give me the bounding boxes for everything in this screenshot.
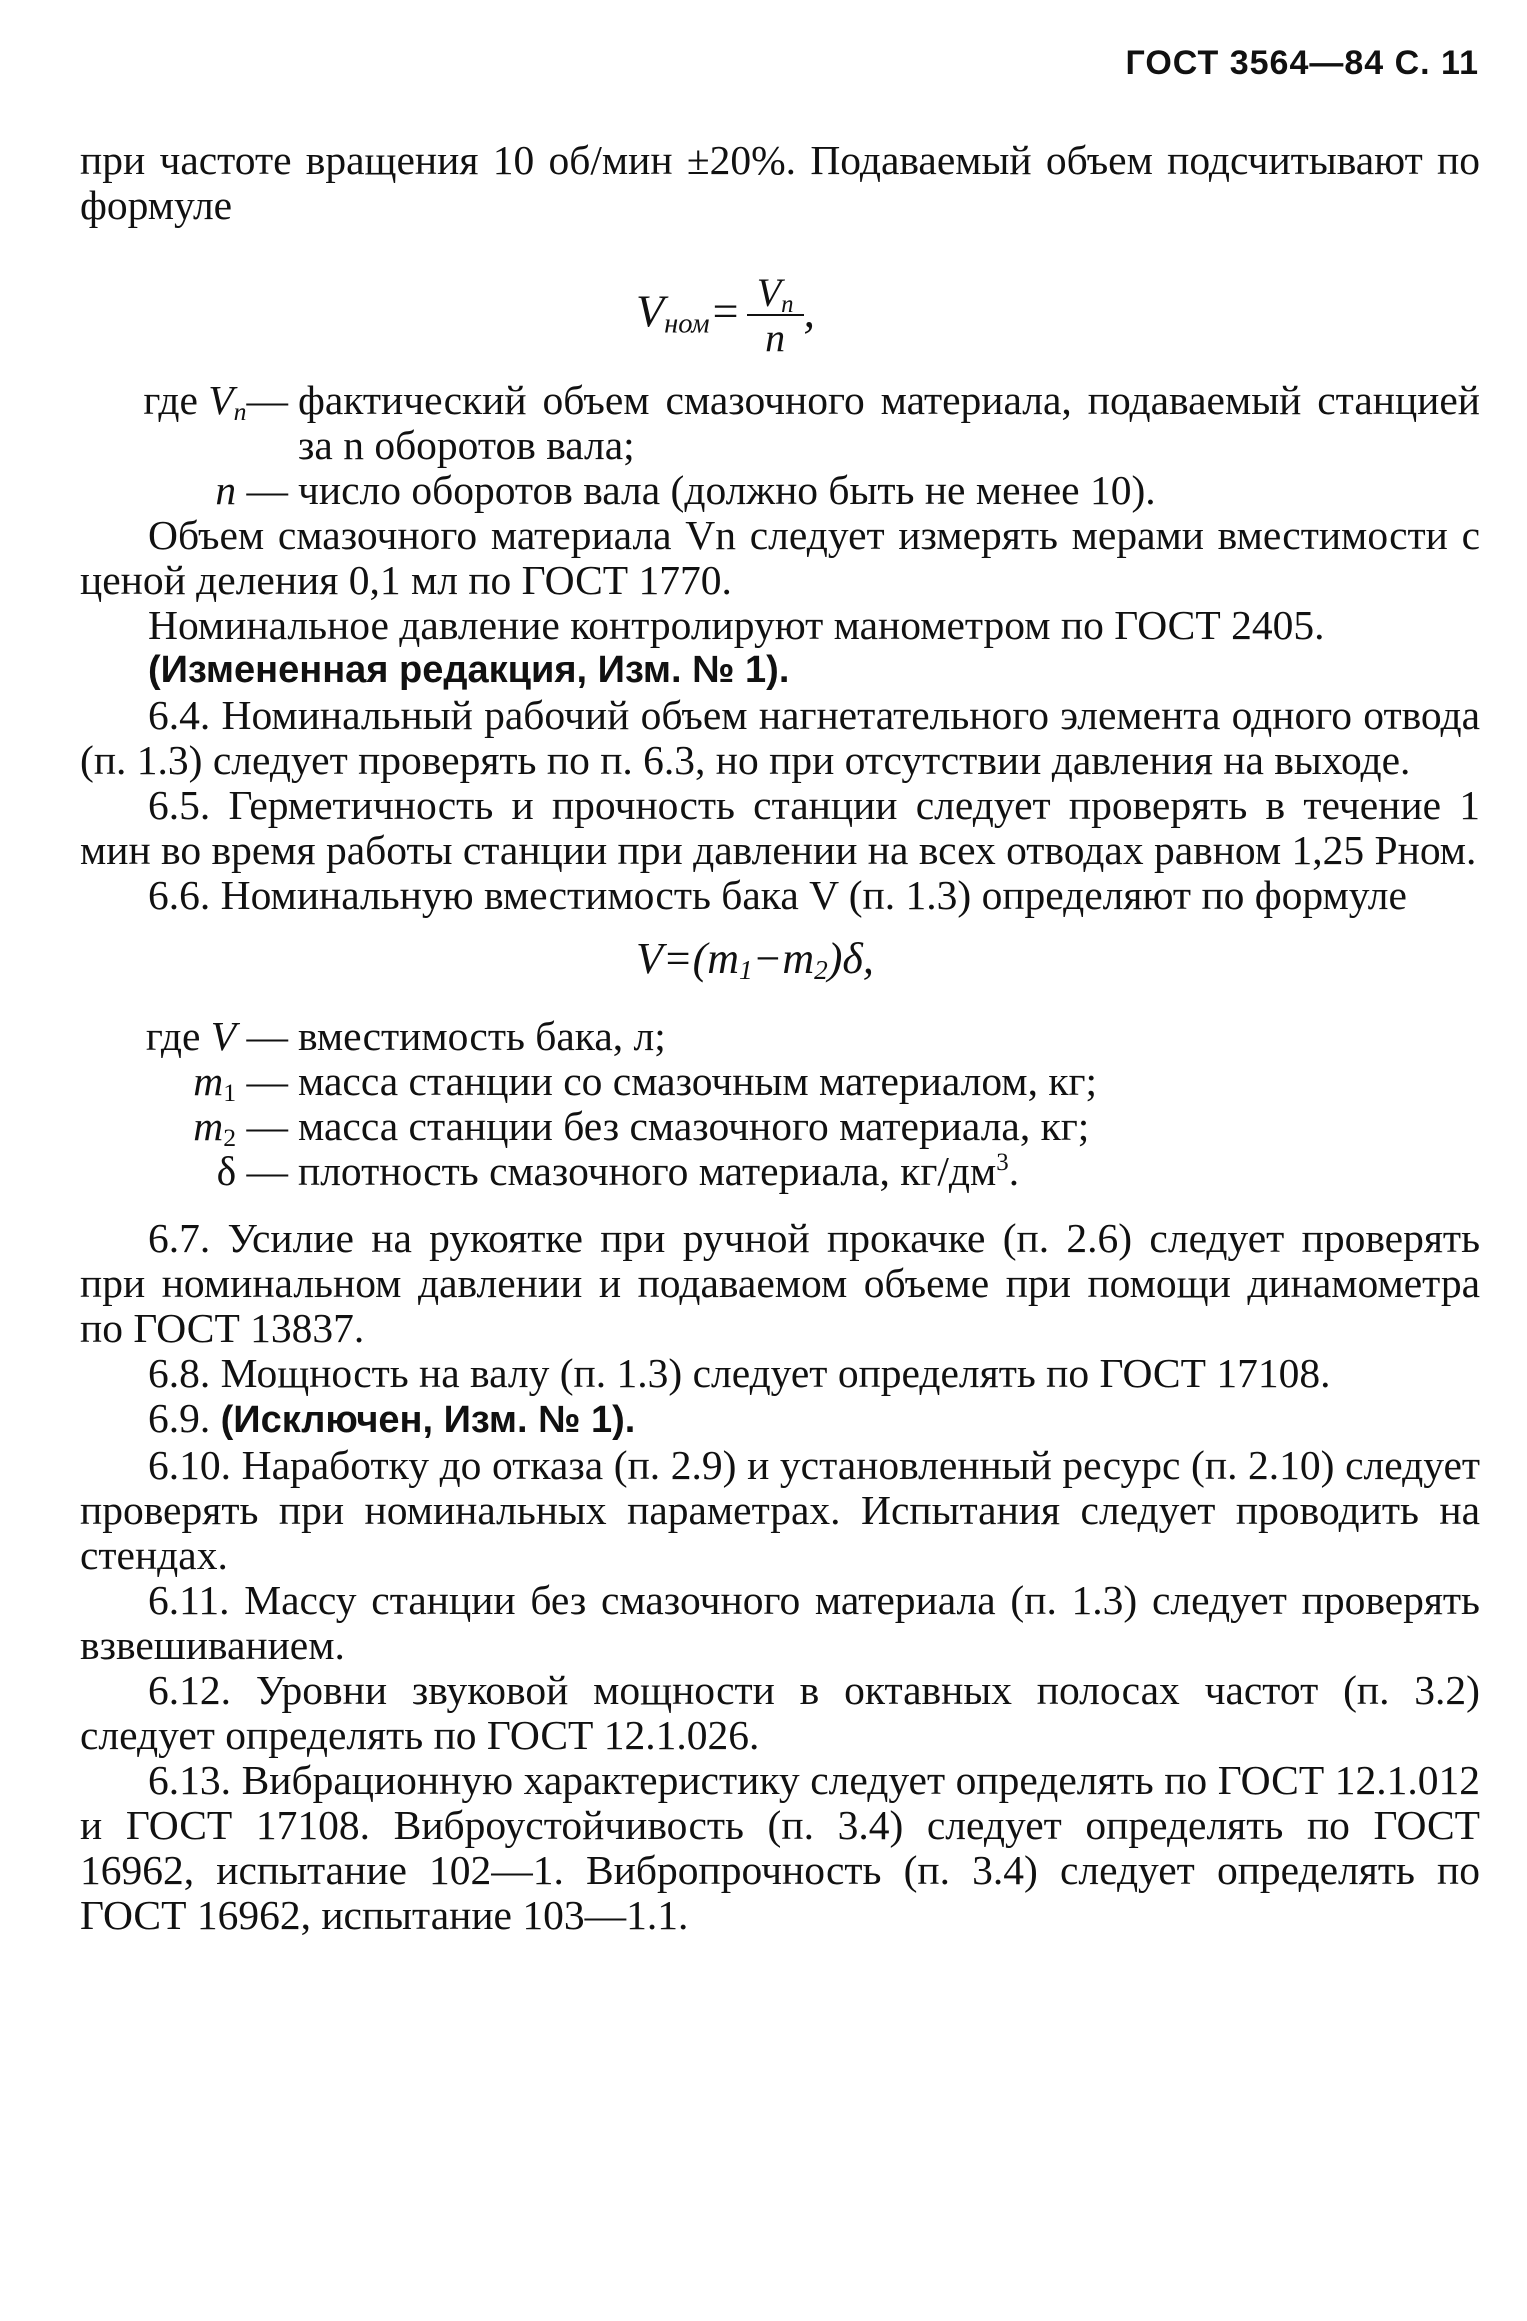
paragraph-6-5: 6.5. Герметичность и прочность станции следует проверять в течение 1 мин во время работы станции при давлении на всех отводах равном 1,25 Pном. xyxy=(80,782,1480,873)
formula1-definitions xyxy=(80,378,1480,513)
definition-row xyxy=(80,1149,1480,1194)
definition-symbol: δ — xyxy=(216,1148,288,1194)
paragraph-6-8: 6.8. Мощность на валу (п. 1.3) следует определять по ГОСТ 17108. xyxy=(148,1350,1331,1396)
paragraph-pressure: Номинальное давление контролируют манометром по ГОСТ 2405. xyxy=(148,602,1325,648)
definition-text: масса станции без смазочного материала, кг; xyxy=(298,1103,1090,1149)
amendment-note: (Измененная редакция, Изм. № 1). xyxy=(148,649,790,691)
paragraph-volume: Объем смазочного материала Vn следует измерять мерами вместимости с ценой деления 0,1 мл по ГОСТ 1770. xyxy=(80,512,1480,603)
paragraph-6-4: 6.4. Номинальный рабочий объем нагнетательного элемента одного отвода (п. 1.3) следует проверять по п. 6.3, но при отсутствии давления на выходе. xyxy=(80,692,1480,783)
definition-text: масса станции со смазочным материалом, кг; xyxy=(298,1058,1098,1104)
definition-text: вместимость бака, л; xyxy=(298,1013,666,1059)
definition-text: число оборотов вала (должно быть не менее 10). xyxy=(298,467,1156,513)
document-body xyxy=(80,138,1480,1938)
definition-symbol: где $V_n—$ xyxy=(143,377,288,426)
paragraph-6-7: 6.7. Усилие на рукоятке при ручной прокачке (п. 2.6) следует проверять при номинальном давлении и подаваемом объеме при помощи динамометра по ГОСТ 13837. xyxy=(80,1215,1480,1351)
paragraph-6-10: 6.10. Наработку до отказа (п. 2.9) и установленный ресурс (п. 2.10) следует проверять при номинальных параметрах. Испытания следует проводить на стендах. xyxy=(80,1442,1480,1578)
paragraph-6-13: 6.13. Вибрационную характеристику следует определять по ГОСТ 12.1.012 и ГОСТ 17108. Виброустойчивость (п. 3.4) следует определять по ГОСТ 16962, испытание 102—1. Вибропрочность (п. 3.4) следует определять по ГОСТ 16962, испытание 103—1.1. xyxy=(80,1757,1480,1938)
definition-symbol: $m_1$ — xyxy=(193,1058,288,1107)
formula-nominal-volume: $V_{ном}=$ $\frac{V_n}{n}$ , xyxy=(636,270,816,360)
definition-row xyxy=(80,378,1480,468)
formula2-definitions xyxy=(80,1014,1480,1194)
definition-row xyxy=(80,468,1480,513)
definition-symbol: $m_2$ — xyxy=(193,1103,288,1152)
definition-text: фактический объем смазочного материала, подаваемый станцией за n оборотов вала; xyxy=(298,377,1480,468)
paragraph-6-12: 6.12. Уровни звуковой мощности в октавных полосах частот (п. 3.2) следует определять по ГОСТ 12.1.026. xyxy=(80,1667,1480,1758)
definition-text: плотность смазочного материала, $кг/дм^3$. xyxy=(298,1148,1020,1194)
paragraph-6-9: 6.9. (Исключен, Изм. № 1). xyxy=(148,1395,636,1441)
definition-row xyxy=(80,1103,1480,1152)
page-header: ГОСТ 3564—84 С. 11 xyxy=(1125,44,1479,82)
definition-symbol: где V — xyxy=(145,1013,288,1059)
definition-symbol: n — xyxy=(215,467,288,513)
paragraph-6-11: 6.11. Массу станции без смазочного материала (п. 1.3) следует проверять взвешиванием. xyxy=(80,1577,1480,1668)
formula-tank-capacity: $V=(m_1-m_2)\delta$, xyxy=(636,934,874,985)
definition-row xyxy=(80,1014,1480,1059)
paragraph-6-6: 6.6. Номинальную вместимость бака V (п. 1.3) определяют по формуле xyxy=(148,872,1407,918)
definition-row xyxy=(80,1058,1480,1107)
intro-paragraph: при частоте вращения 10 об/мин ±20%. Подаваемый объем подсчитывают по формуле xyxy=(80,137,1480,228)
